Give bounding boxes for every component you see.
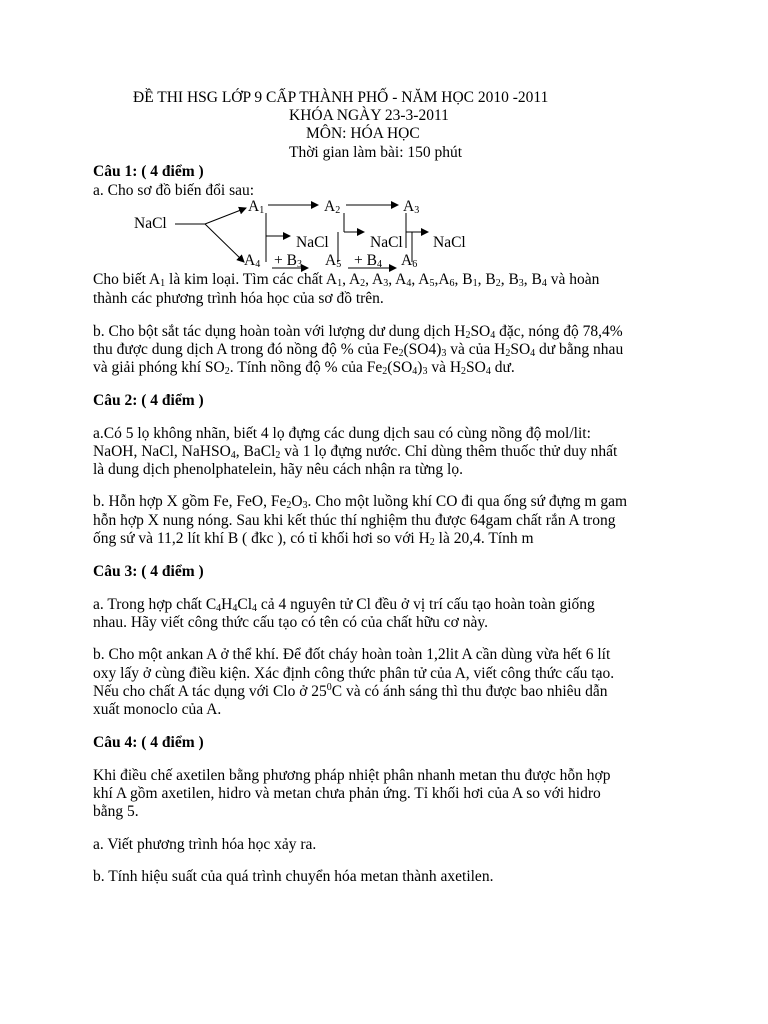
question-4a: a. Viết phương trình hóa học xảy ra.	[93, 836, 317, 853]
diagram-nacl-start: NaCl	[134, 215, 167, 232]
exam-duration: Thời gian làm bài: 150 phút	[289, 144, 463, 161]
question-2b-line3: ống sứ và 11,2 lít khí B ( đkc ), có tỉ khối hơi so với $H_2$ là 20,4. Tính m	[93, 530, 534, 548]
question-3b-line3: Nếu cho chất A tác dụng với Clo ở $25^0C$ và có ánh sáng thì thu được bao nhiêu dẫn	[93, 682, 608, 700]
question-1a-intro: a. Cho sơ đồ biến đổi sau:	[93, 182, 255, 199]
question-3b-line1: b. Cho một ankan A ở thể khí. Để đốt cháy hoàn toàn 1,2lit A cần dùng vừa hết 6 lít	[93, 646, 611, 663]
diagram-b4: + $B_4$	[354, 252, 382, 270]
question-3b-line2: oxy lấy ở cùng điều kiện. Xác định công thức phân tử của A, viết công thức cấu tạo.	[93, 665, 615, 682]
question-4-line2: khí A gồm axetilen, hidro và metan chưa phản ứng. Tỉ khối hơi của A so với hidro	[93, 785, 601, 802]
question-3a-line2: nhau. Hãy viết công thức cấu tạo có tên có của chất hữu cơ này.	[93, 614, 488, 631]
question-2a-line1: a.Có 5 lọ không nhãn, biết 4 lọ đựng các dung dịch sau có cùng nồng độ mol/lit:	[93, 425, 591, 442]
diagram-nacl-1: NaCl	[296, 234, 329, 251]
diagram-nacl-2: NaCl	[370, 234, 403, 251]
diagram-a3: $A_3$	[403, 198, 420, 216]
diagram-nacl-3: NaCl	[433, 234, 466, 251]
question-1-title: Câu 1: ( 4 điểm )	[93, 163, 204, 180]
question-3b-line4: xuất monoclo của A.	[93, 701, 222, 718]
question-1b-line2: thu được dung dịch A trong đó nồng độ % của $Fe_2(SO4)_3$ và của $H_2SO_4$ dư bằng nhau	[93, 341, 624, 359]
diagram-a1: $A_1$	[248, 198, 265, 216]
exam-subject: MÔN: HÓA HỌC	[306, 125, 420, 142]
question-1a-text-line1: Cho biết $A_1$ là kim loại. Tìm các chất $A_1$, $A_2$, $A_3$, $A_4$, $A_5,A_6$, $B_1$, $B_2$, $B_3$, $B_4$ và hoàn	[93, 271, 600, 289]
diagram-a4: $A_4$	[244, 252, 261, 270]
question-4-title: Câu 4: ( 4 điểm )	[93, 734, 204, 751]
diagram-a5: $A_5$	[325, 252, 342, 270]
question-3-title: Câu 3: ( 4 điểm )	[93, 563, 204, 580]
question-2b-line1: b. Hỗn hợp X gồm Fe, FeO, $Fe_2O_3$. Cho một luồng khí CO đi qua ống sứ đựng m gam	[93, 493, 628, 511]
diagram-b3: + $B_3$	[274, 252, 302, 270]
question-1b-line1: b. Cho bột sắt tác dụng hoàn toàn với lượng dư dung dịch $H_2SO_4$ đặc, nóng độ 78,4%	[93, 323, 623, 341]
question-2a-line2: NaOH, NaCl, NaHSO$_4$, BaCl$_2$ và 1 lọ đựng nước. Chỉ dùng thêm thuốc thử duy nhất	[93, 443, 618, 461]
question-1b-line3: và giải phóng khí $SO_2$. Tính nồng độ % của $Fe_2(SO_4)_3$ và $H_2SO_4$ dư.	[93, 359, 515, 377]
diagram-a6: $A_6$	[401, 252, 418, 270]
question-3a-line1: a. Trong hợp chất $C_4H_4Cl_4$ cả 4 nguyên tử Cl đều ở vị trí cấu tạo hoàn toàn giống	[93, 596, 595, 614]
question-4b: b. Tính hiệu suất của quá trình chuyển hóa metan thành axetilen.	[93, 868, 494, 885]
question-4-line3: bằng 5.	[93, 803, 139, 820]
exam-date: KHÓA NGÀY 23-3-2011	[289, 107, 449, 124]
question-4-line1: Khi điều chế axetilen bằng phương pháp nhiệt phân nhanh metan thu được hỗn hợp	[93, 767, 611, 784]
diagram-a2: $A_2$	[324, 198, 341, 216]
question-2b-line2: hỗn hợp X nung nóng. Sau khi kết thúc thí nghiệm thu được 64gam chất rắn A trong	[93, 512, 616, 529]
question-2a-line3: là dung dịch phenolphatelein, hãy nêu cách nhận ra từng lọ.	[93, 461, 463, 478]
question-2-title: Câu 2: ( 4 điểm )	[93, 392, 204, 409]
exam-title: ĐỀ THI HSG LỚP 9 CẤP THÀNH PHỐ - NĂM HỌC 2010 -2011	[133, 89, 549, 106]
question-1a-text-line2: thành các phương trình hóa học của sơ đồ trên.	[93, 290, 384, 307]
